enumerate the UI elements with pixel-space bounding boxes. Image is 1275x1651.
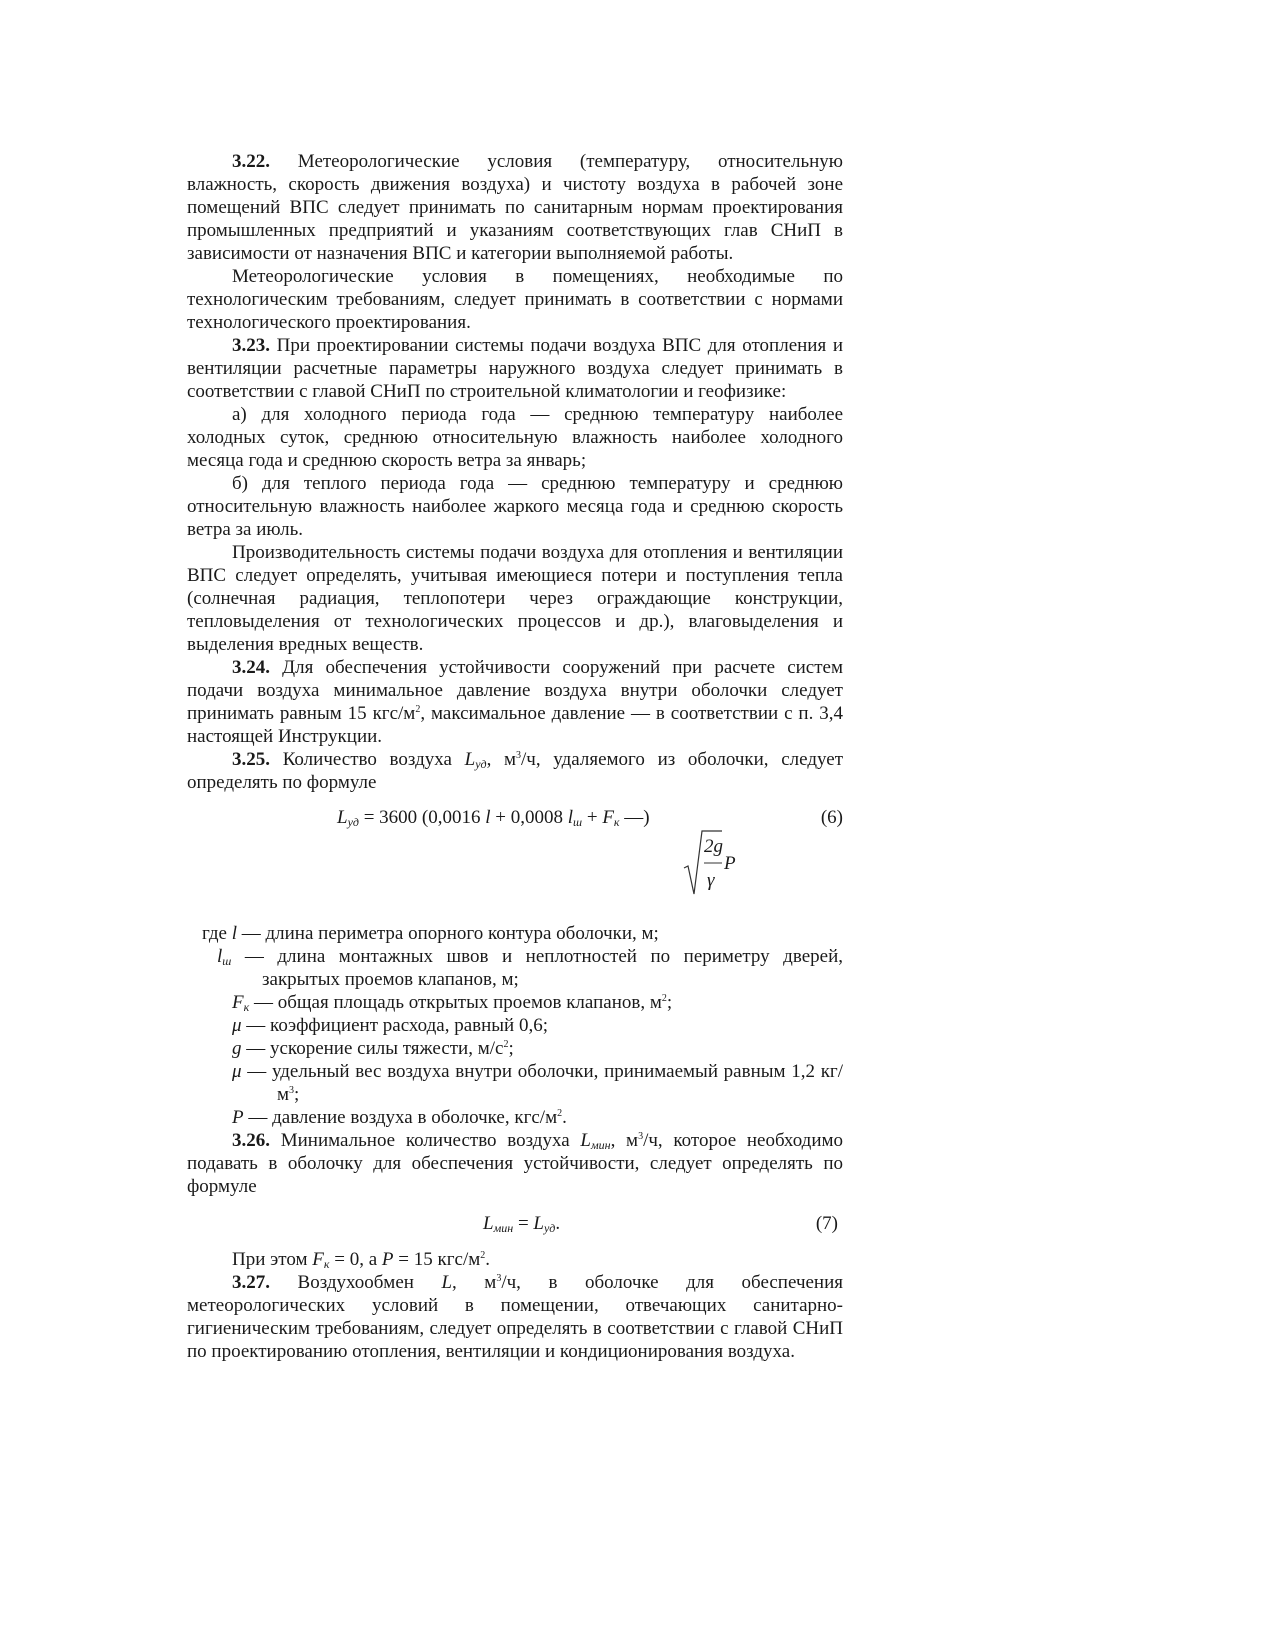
definition-text: ; <box>294 1084 300 1105</box>
subscript: к <box>613 815 620 829</box>
symbol: L <box>441 1272 453 1293</box>
paragraph: Метеорологические условия в помещениях, необходимые по технологическим требованиям, следует принимать в соответствии с нормами технологического проектирования. <box>187 266 843 333</box>
paragraph: Производительность системы подачи воздуха для отопления и вентиляции ВПС следует определять, учитывая имеющиеся потери и поступления тепла (солнечная радиация, теплопотери через ограждающие конструкции, тепловыделения от технологических процессов и др.), влаговыделения и выделения вредных веществ. <box>187 542 843 655</box>
symbol: l <box>217 946 223 967</box>
symbol: μ <box>232 1061 242 1082</box>
section-number: 3.24. <box>232 657 270 678</box>
paragraph-text: Для обеспечения устойчивости сооружений при расчете систем подачи воздуха минимальное давление воздуха внутри оболочки следует принимать равным 15 кгс/м <box>187 657 844 724</box>
superscript: 2 <box>415 704 421 715</box>
symbol: L <box>464 749 476 770</box>
definition-mu <box>187 1014 843 1037</box>
paragraph-text: Метеорологические условия (температуру, относительную влажность, скорость движения воздуха) и чистоту воздуха в рабочей зоне помещений ВПС следует принимать по санитарным нормам проектирования промышленных предприятий и указаниям соответствующих глав СНиП в зависимости от назначения ВПС и категории выполняемой работы. <box>187 151 843 264</box>
definition-text: . <box>562 1107 567 1128</box>
square-root-fraction <box>682 826 752 896</box>
formula-number: (6) <box>820 807 843 828</box>
superscript: 3 <box>289 1085 295 1096</box>
subscript: к <box>323 1257 330 1271</box>
symbol: l <box>485 807 491 828</box>
symbol: L <box>580 1130 591 1151</box>
document-page <box>187 150 843 1363</box>
superscript: 3 <box>638 1131 644 1142</box>
note-paragraph <box>187 1248 843 1271</box>
section-3-26 <box>187 1129 843 1198</box>
subscript: мин <box>493 1221 514 1235</box>
subscript: уд <box>544 1221 556 1235</box>
definition-text: — ускорение силы тяжести, м/с <box>241 1038 504 1059</box>
formula-number: (7) <box>815 1213 838 1234</box>
formula-text: + <box>582 807 603 828</box>
root-denominator: γ <box>707 870 715 891</box>
superscript: 2 <box>480 1250 486 1261</box>
section-number: 3.27. <box>232 1272 270 1293</box>
symbol: g <box>232 1038 242 1059</box>
symbol: l <box>567 807 574 828</box>
formula-7 <box>187 1212 843 1235</box>
paragraph-text: Минимальное количество воздуха <box>280 1130 581 1151</box>
paragraph-text: , м <box>452 1272 497 1293</box>
symbol: L <box>483 1213 494 1234</box>
root-p: P <box>724 853 736 874</box>
symbol: P <box>381 1249 394 1270</box>
formula-text: = <box>513 1213 534 1234</box>
superscript: 3 <box>516 750 522 761</box>
superscript: 2 <box>661 993 667 1004</box>
symbol: l <box>231 923 237 944</box>
subscript: к <box>243 1000 250 1014</box>
formula-text: —) <box>619 807 650 828</box>
formula-text: . <box>555 1213 561 1234</box>
definition-lsh <box>187 945 843 991</box>
root-numerator: 2g <box>704 836 723 857</box>
list-item-a: а) для холодного периода года — среднюю температуру наиболее холодных суток, среднюю относительную влажность наиболее холодного месяца года и среднюю скорость ветра за январь; <box>187 404 843 471</box>
symbol: P <box>232 1107 244 1128</box>
symbol: F <box>312 1249 324 1270</box>
section-3-25 <box>187 748 843 794</box>
section-number: 3.25. <box>232 749 270 770</box>
definition-text: ; <box>508 1038 514 1059</box>
definition-text: — длина периметра опорного контура оболочки, м; <box>236 923 659 944</box>
superscript: 3 <box>496 1273 502 1284</box>
paragraph-text: Воздухообмен <box>297 1272 442 1293</box>
formula-expression <box>337 806 650 829</box>
section-3-24 <box>187 656 843 748</box>
superscript: 2 <box>557 1108 563 1119</box>
paragraph-text: Количество воздуха <box>282 749 465 770</box>
paragraph-text: , максимальное давление — в соответствии с п. 3,4 настоящей Инструкции. <box>187 703 843 747</box>
definition-l <box>187 922 843 945</box>
subscript: ш <box>222 954 232 968</box>
paragraph-text: /ч, в оболочке для обеспечения метеорологических условий в помещении, отвечающих санитарно-гигиеническим требованиям, следует определять в соответствии с главой СНиП по проектированию отопления, вентиляции и кондиционирования воздуха. <box>187 1272 844 1362</box>
section-3-23 <box>187 334 843 403</box>
symbol: μ <box>232 1015 242 1036</box>
section-number: 3.23. <box>232 335 270 356</box>
symbol: L <box>337 807 348 828</box>
definition-text: — длина монтажных швов и неплотностей по периметру дверей, закрытых проемов клапанов, м; <box>231 946 843 990</box>
list-item-b: б) для теплого периода года — среднюю температуру и среднюю относительную влажность наиболее жаркого месяца года и среднюю скорость ветра за июль. <box>187 473 843 540</box>
paragraph-text: /ч, которое необходимо подавать в оболочку для обеспечения устойчивости, следует определять по формуле <box>187 1130 844 1197</box>
paragraph-text: . <box>485 1249 490 1270</box>
subscript: уд <box>475 757 487 771</box>
section-number: 3.26. <box>232 1130 270 1151</box>
paragraph-text: = 0, а <box>329 1249 382 1270</box>
definition-text: ; <box>666 992 673 1013</box>
definition-text: — удельный вес воздуха внутри оболочки, принимаемый равным 1,2 кг/м <box>241 1061 843 1105</box>
formula-text: + 0,0008 <box>490 807 568 828</box>
definition-g <box>187 1037 843 1060</box>
formula-6 <box>187 806 843 914</box>
formula-expression <box>483 1212 560 1235</box>
definition-fk <box>187 991 843 1014</box>
section-3-22 <box>187 150 843 265</box>
definition-text: где <box>202 923 232 944</box>
definition-text: — общая площадь открытых проемов клапанов, м <box>249 992 662 1013</box>
definition-text: — давление воздуха в оболочке, кгс/м <box>243 1107 558 1128</box>
definition-text: — коэффициент расхода, равный 0,6; <box>241 1015 548 1036</box>
superscript: 2 <box>503 1039 509 1050</box>
definition-mu2 <box>187 1060 843 1106</box>
subscript: ш <box>573 815 583 829</box>
formula-text: = 3600 (0,0016 <box>358 807 486 828</box>
section-3-27 <box>187 1271 843 1363</box>
subscript: мин <box>590 1138 611 1152</box>
section-number: 3.22. <box>232 151 270 172</box>
symbol: F <box>232 992 244 1013</box>
symbol: L <box>533 1213 544 1234</box>
paragraph-text: , м <box>610 1130 639 1151</box>
symbol: F <box>602 807 614 828</box>
definition-p <box>187 1106 843 1129</box>
paragraph-text: При проектировании системы подачи воздуха ВПС для отопления и вентиляции расчетные параметры наружного воздуха следует принимать в соответствии с главой СНиП по строительной климатологии и геофизике: <box>187 335 843 402</box>
paragraph-text: , м <box>486 749 517 770</box>
paragraph-text: При этом <box>232 1249 313 1270</box>
definitions <box>187 922 843 1129</box>
subscript: уд <box>347 815 359 829</box>
paragraph-text: /ч, удаляемого из оболочки, следует определять по формуле <box>187 749 843 793</box>
paragraph-text: = 15 кгс/м <box>393 1249 481 1270</box>
